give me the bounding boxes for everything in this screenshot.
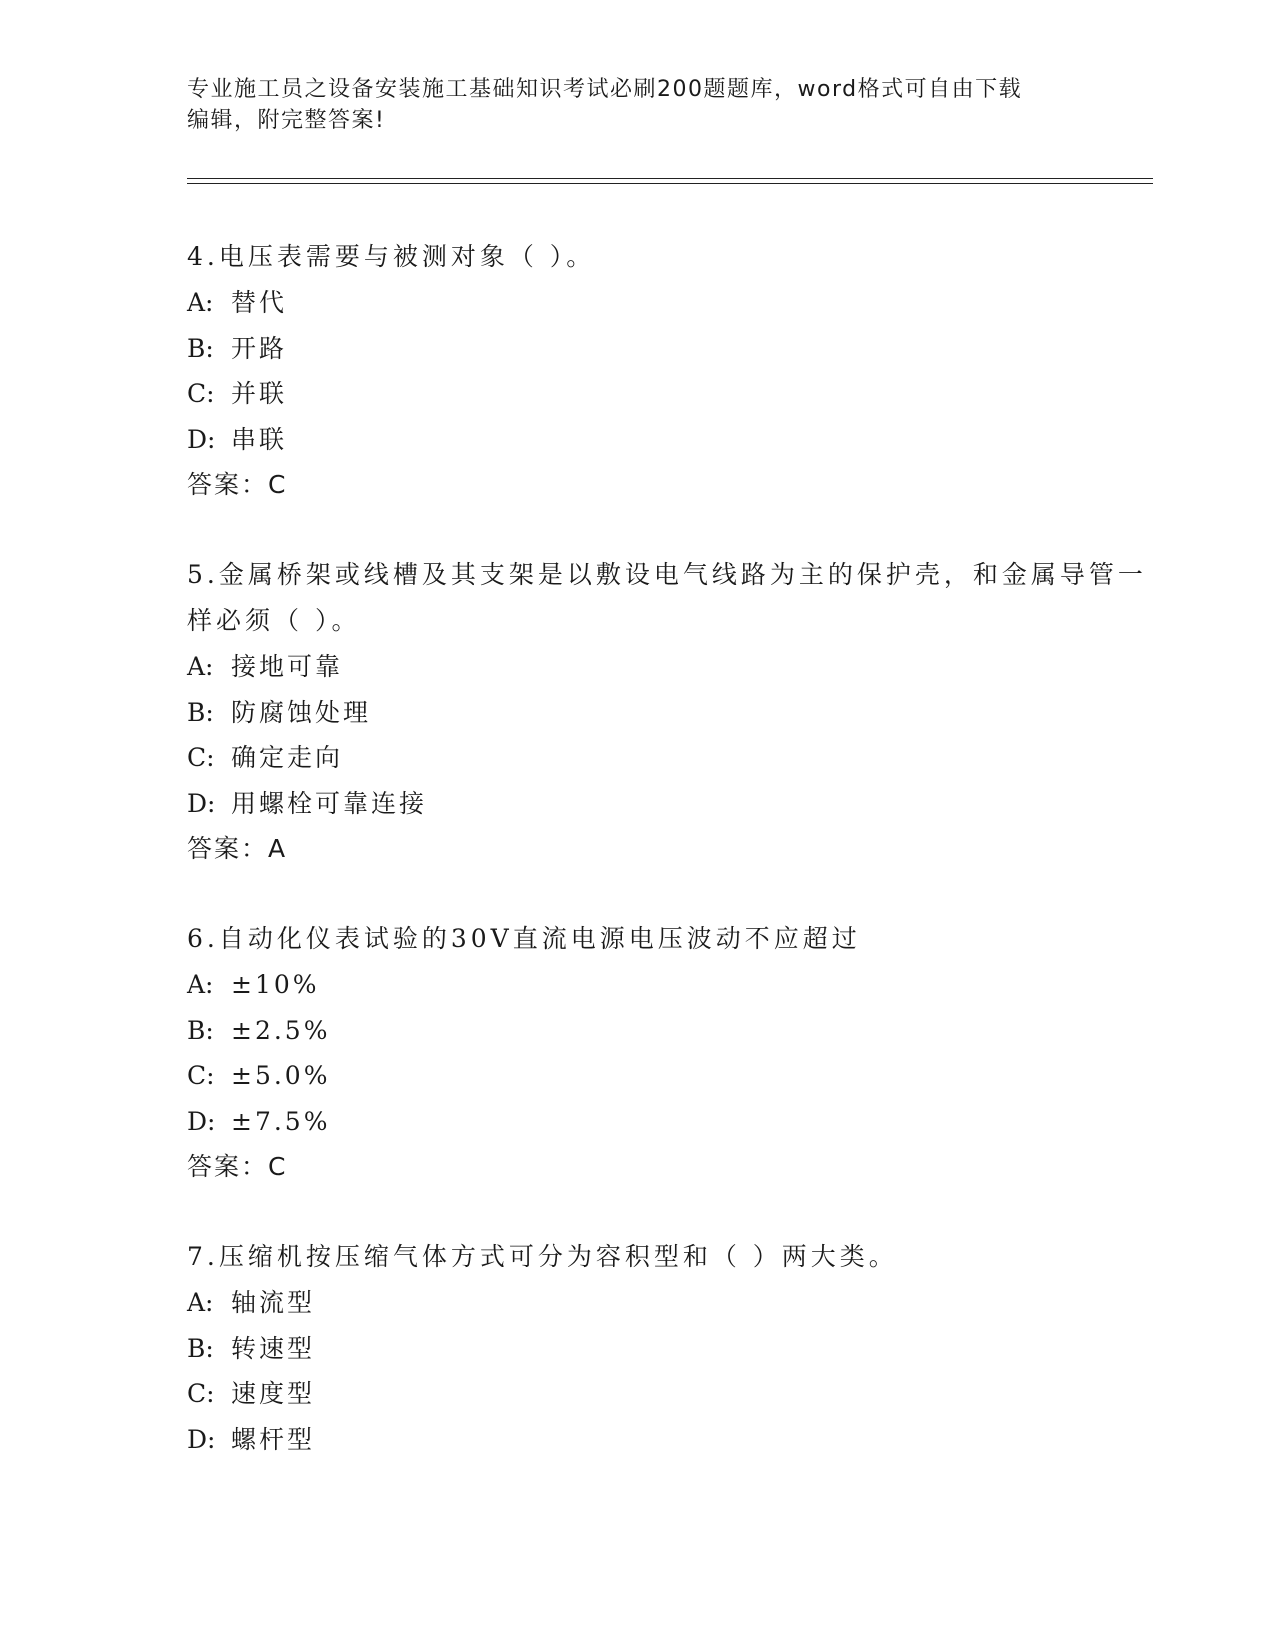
header-divider-bottom [187, 183, 1153, 184]
option-b: B: 开路 [187, 333, 288, 363]
option-a: A: ±10% [187, 970, 320, 999]
option-d: D: 串联 [187, 424, 288, 454]
question-list [187, 234, 1147, 1507]
question-text: 4.电压表需要与被测对象（ ）。 [187, 242, 596, 271]
question-4 [187, 234, 1147, 507]
option-b: B: 转速型 [187, 1333, 316, 1363]
question-text: 7.压缩机按压缩气体方式可分为容积型和（ ）两大类。 [187, 1242, 898, 1271]
option-d: D: ±7.5% [187, 1106, 331, 1136]
question-6 [187, 916, 1147, 1189]
option-c: C: ±5.0% [187, 1061, 331, 1090]
option-a: A: 替代 [187, 288, 288, 317]
answer-label: 答案：A [187, 834, 288, 863]
answer-label: 答案：C [187, 470, 288, 499]
option-d: D: 螺杆型 [187, 1424, 316, 1454]
option-d: D: 用螺栓可靠连接 [187, 788, 428, 818]
question-7 [187, 1234, 1147, 1462]
question-text: 6.自动化仪表试验的30V直流电源电压波动不应超过 [187, 924, 861, 953]
question-text: 5.金属桥架或线槽及其支架是以敷设电气线路为主的保护壳，和金属导管一样必须（ ）。 [187, 560, 1147, 635]
option-a: A: 轴流型 [187, 1288, 316, 1317]
option-c: C: 并联 [187, 379, 288, 408]
option-c: C: 速度型 [187, 1379, 316, 1408]
option-b: B: ±2.5% [187, 1015, 331, 1045]
option-b: B: 防腐蚀处理 [187, 697, 372, 727]
question-5 [187, 552, 1147, 871]
header-divider-top [187, 178, 1153, 179]
header-title-line-2: 编辑，附完整答案! [187, 108, 386, 133]
option-c: C: 确定走向 [187, 743, 344, 772]
header-title-line-1: 专业施工员之设备安装施工基础知识考试必刷200题题库，word格式可自由下载 [187, 77, 1023, 102]
document-header [187, 74, 1087, 136]
option-a: A: 接地可靠 [187, 652, 344, 681]
answer-label: 答案：C [187, 1152, 288, 1181]
